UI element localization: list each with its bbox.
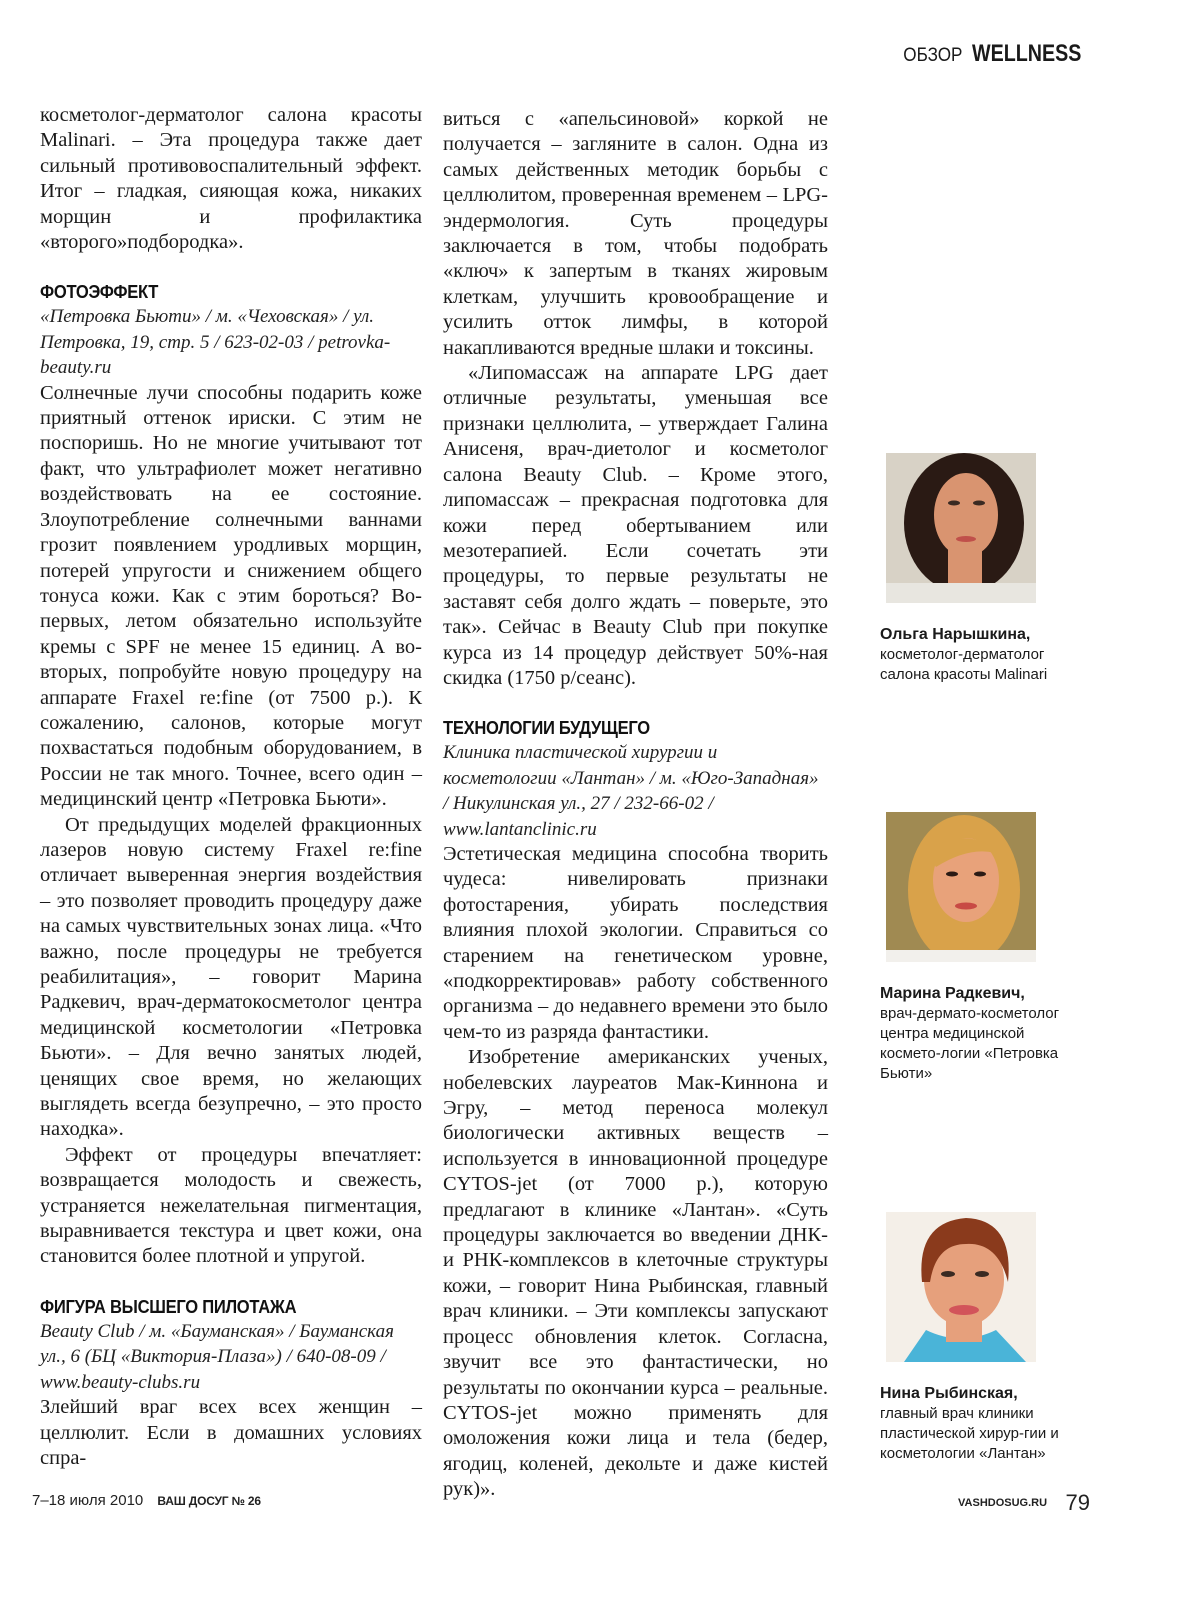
page-number: 79 bbox=[1065, 1490, 1090, 1515]
body-paragraph: Изобретение американских ученых, нобелевских лауреатов Мак-Киннона и Эгру, – метод переноса молекул биологически активных веществ – используется в инновационной процедуре CYTOS-jet (от 7000 р.), которую предлагают в клинике «Лантан». «Суть процедуры заключается во введении ДНК-и РНК-комплексов в клеточные структуры кожи, – говорит Нина Рыбинская, главный врач клиники. – Эти комплексы запускают процесс обновления клеток. Согласна, звучит все это фантастически, но результаты по окончании курса – реальные. CYTOS-jet можно применять для омоложения кожи лица и тела (бедер, ягодиц, коленей, декольте и даже кистей рук)». bbox=[443, 1046, 828, 1501]
expert-card bbox=[880, 453, 1120, 685]
section-heading-figure: ФИГУРА ВЫСШЕГО ПИЛОТАЖА bbox=[40, 1296, 297, 1317]
expert-caption bbox=[880, 625, 1120, 685]
expert-caption bbox=[880, 1384, 1120, 1464]
venue-info: «Петровка Бьюти» / м. «Чеховская» / ул. Петровка, 19, стр. 5 / 623-02-03 / petrovka-beauty.ru bbox=[40, 306, 391, 379]
expert-name: Ольга Нарышкина, bbox=[880, 626, 1031, 643]
body-paragraph: Эстетическая медицина способна творить чудеса: нивелировать признаки фотостарения, убирать последствия влияния плохой экологии. Справиться со старением на генетическом уровне, «подкорректировав» работу собственного организма – до недавнего времени это было чем-то из разряда фантастики. bbox=[443, 842, 828, 1043]
footer-page bbox=[958, 1490, 1090, 1516]
portrait-image-icon bbox=[886, 812, 1036, 962]
expert-card bbox=[880, 1212, 1120, 1464]
section-title: WELLNESS bbox=[971, 40, 1081, 67]
expert-role: врач-дермато-косметолог центра медицинской космето-логии «Петровка Бьюти» bbox=[880, 1005, 1060, 1082]
expert-photo bbox=[886, 453, 1036, 603]
body-paragraph: Солнечные лучи способны подарить коже приятный оттенок ириски. С этим не поспоришь. Но не многие учитывают тот факт, что ультрафиолет может негативно воздействовать на ее состояние. Злоупотребление солнечными ваннами грозит появлением уродливых морщин, потерей упругости и снижением общего тонуса кожи. Как с этим бороться? Во-первых, летом обязательно используйте кремы с SPF не менее 15 единиц. А во-вторых, попробуйте новую процедуру на аппарате Fraxel re:fine (от 7500 р.). К сожалению, салонов, которые могут похвастаться подобным оборудованием, в России не так много. Точнее, всего один – медицинский центр «Петровка Бьюти». bbox=[40, 381, 422, 811]
expert-caption bbox=[880, 984, 1120, 1084]
body-paragraph: Злейший враг всех всех женщин – целлюлит. Если в домашних условиях спра- bbox=[40, 1396, 422, 1469]
section-tag bbox=[900, 40, 1105, 68]
expert-role: главный врач клиники пластической хирур-гии и косметологии «Лантан» bbox=[880, 1405, 1059, 1462]
column-2 bbox=[443, 107, 828, 1503]
section-heading-photoeffect: ФОТОЭФФЕКТ bbox=[40, 282, 159, 303]
intro-paragraph: косметолог-дерматолог салона красоты Malinari. – Эта процедура также дает сильный противовоспалительный эффект. Итог – гладкая, сияющая кожа, никаких морщин и профилактика «второго»подбородка». bbox=[40, 104, 422, 254]
venue-info: Beauty Club / м. «Бауманская» / Бауманская ул., 6 (БЦ «Виктория-Плаза») / 640-08-09 / www.beauty-clubs.ru bbox=[40, 1320, 394, 1393]
column-1 bbox=[40, 103, 422, 1471]
body-paragraph: виться с «апельсиновой» коркой не получается – загляните в салон. Одна из самых действенных методик борьбы с целлюлитом, проверенная временем – LPG-эндермология. Суть процедуры заключается в том, чтобы подобрать «ключ» к запертым в тканях жировым клеткам, улучшить кровообращение и усилить отток лимфы, в которой накапливаются вредные шлаки и токсины. bbox=[443, 108, 828, 359]
expert-card bbox=[880, 812, 1120, 1084]
issue-date: 7–18 июля 2010 bbox=[32, 1492, 144, 1509]
website-link[interactable]: VASHDOSUG.RU bbox=[958, 1497, 1048, 1509]
expert-name: Марина Радкевич, bbox=[880, 985, 1025, 1002]
body-paragraph: «Липомассаж на аппарате LPG дает отличные результаты, уменьшая все признаки целлюлита, – утверждает Галина Анисеня, врач-диетолог и косметолог салона Beauty Club. – Кроме этого, липомассаж – прекрасная подготовка для кожи перед обертыванием или мезотерапией. Если сочетать эти процедуры, то первые результаты не заставят себя долго ждать – поверьте, это так». Сейчас в Beauty Club при покупке курса из 14 процедур действует 50%-ная скидка (1750 р/сеанс). bbox=[443, 362, 828, 689]
section-heading-technology: ТЕХНОЛОГИИ БУДУЩЕГО bbox=[443, 718, 650, 739]
section-label: ОБЗОР bbox=[903, 45, 963, 66]
expert-photo bbox=[886, 1212, 1036, 1362]
footer-issue bbox=[32, 1492, 261, 1509]
expert-name: Нина Рыбинская, bbox=[880, 1385, 1018, 1402]
magazine-name: ВАШ ДОСУГ № 26 bbox=[157, 1494, 261, 1508]
portrait-image-icon bbox=[886, 1212, 1036, 1362]
portrait-image-icon bbox=[886, 453, 1036, 603]
body-paragraph: Эффект от процедуры впечатляет: возвращается молодость и свежесть, устраняется нежелательная пигментация, выравнивается текстура и цвет кожи, она становится более плотной и упругой. bbox=[40, 1143, 422, 1268]
expert-photo bbox=[886, 812, 1036, 962]
body-paragraph: От предыдущих моделей фракционных лазеров новую систему Fraxel re:fine отличает выверенная энергия воздействия – это позволяет проводить процедуру даже на самых чувствительных зонах лица. «Что важно, после процедуры не требуется реабилитация», – говорит Марина Радкевич, врач-дерматокосметолог центра медицинской косметологии «Петровка Бьюти». – Для вечно занятых людей, ценящих свое время, но желающих выглядеть всегда безупречно, – это просто находка». bbox=[40, 813, 422, 1141]
expert-role: косметолог-дерматолог салона красоты Malinari bbox=[880, 646, 1048, 683]
venue-info: Клиника пластической хирургии и косметологии «Лантан» / м. «Юго-Западная» / Никулинская ул., 27 / 232-66-02 / www.lantanclinic.ru bbox=[443, 742, 819, 840]
